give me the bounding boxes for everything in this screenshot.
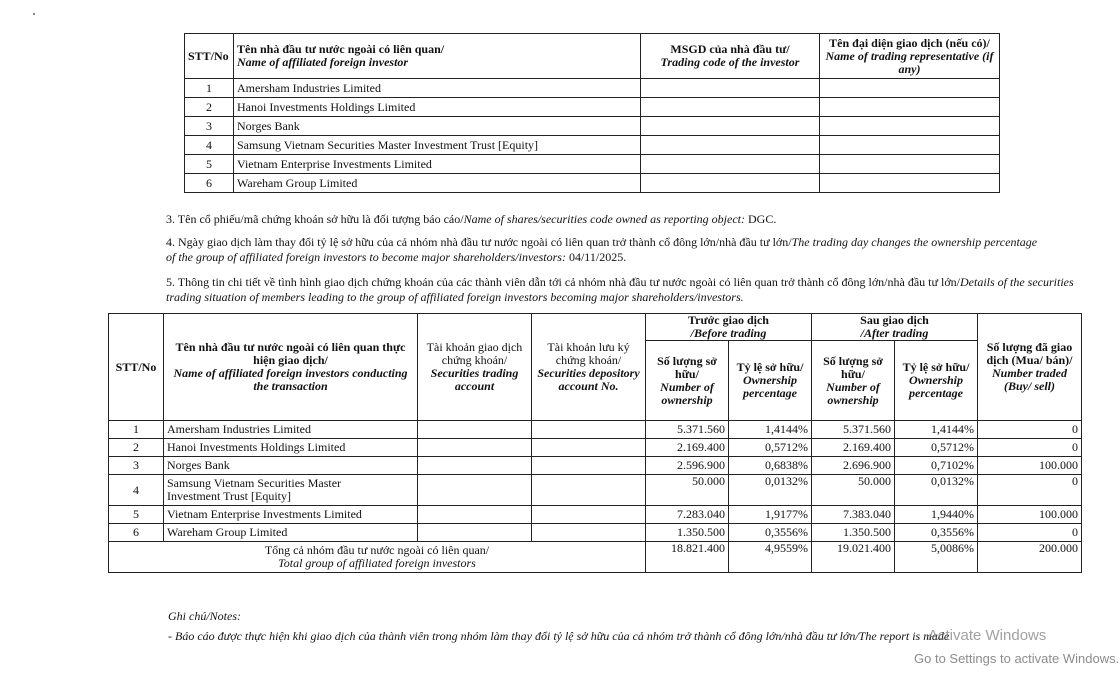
item-4-text: 4. Ngày giao dịch làm thay đổi tỷ lệ sở hữu của cả nhóm nhà đầu tư nước ngoài có liên quan trở thành cổ đông lớn/nhà đầu tư lớn/ xyxy=(166,235,792,249)
item-4-text-en: The trading day changes the ownership percentage of the group of affiliated foreign investors to become major shareholders/investors: xyxy=(166,235,1038,264)
traded-qty: 0 xyxy=(978,439,1082,457)
investor-name xyxy=(164,475,418,506)
header-name-en: Name of affiliated foreign investors conducting the transaction xyxy=(173,366,408,393)
item-3-text-en: Name of shares/securities code owned as reporting object: xyxy=(463,212,745,226)
table-row xyxy=(109,524,1082,542)
empty-cell xyxy=(820,136,1000,155)
investor-name: Hanoi Investments Holdings Limited xyxy=(164,439,418,457)
notes-text: - Báo cáo được thực hiện khi giao dịch của thành viên trong nhóm làm thay đổi tỷ lệ sở hữu của cả nhóm trở thành cổ đông lớn/nhà đầu tư lớn/The report is made xyxy=(168,629,950,643)
row-no: 4 xyxy=(185,136,234,155)
header-number-traded xyxy=(978,314,1082,421)
investor-name: Amersham Industries Limited xyxy=(164,421,418,439)
after-pct: 0,3556% xyxy=(895,524,978,542)
row-no: 2 xyxy=(109,439,164,457)
empty-cell xyxy=(641,79,820,98)
header-name-en: Name of affiliated foreign investor xyxy=(237,55,409,69)
empty-cell xyxy=(820,79,1000,98)
row-no: 3 xyxy=(109,457,164,475)
table-row xyxy=(185,136,1000,155)
header-after-qty xyxy=(812,341,895,421)
after-pct: 0,5712% xyxy=(895,439,978,457)
row-no: 2 xyxy=(185,98,234,117)
header-acct-en: Securities trading account xyxy=(430,366,519,393)
after-qty: 7.383.040 xyxy=(812,506,895,524)
item-5-trading-details xyxy=(166,275,1081,305)
row-no: 5 xyxy=(109,506,164,524)
total-after-qty: 19.021.400 xyxy=(812,542,895,573)
empty-cell xyxy=(418,439,532,457)
empty-cell xyxy=(641,98,820,117)
header-before-en: /Before trading xyxy=(690,326,767,341)
before-qty: 1.350.500 xyxy=(646,524,729,542)
empty-cell xyxy=(532,421,646,439)
investor-name: Samsung Vietnam Securities Master Investment Trust [Equity] xyxy=(234,136,641,155)
row-no: 1 xyxy=(185,79,234,98)
after-qty: 50.000 xyxy=(812,475,895,506)
total-traded-qty: 200.000 xyxy=(978,542,1082,573)
investor-name: Vietnam Enterprise Investments Limited xyxy=(234,155,641,174)
header-qty2-en: Number of ownership xyxy=(826,379,880,407)
table-row xyxy=(185,155,1000,174)
item-4-trading-day xyxy=(166,235,1046,265)
header-dep-en: Securities depository account No. xyxy=(537,366,640,393)
trading-details-table xyxy=(108,313,1082,573)
notes-title: Ghi chú/Notes: xyxy=(168,609,241,623)
row-no: 6 xyxy=(185,174,234,193)
header-traded-vi: Số lượng đã giao dịch (Mua/ bán)/ xyxy=(986,340,1073,367)
table-header-row xyxy=(109,314,1082,341)
header-code-vi: MSGD của nhà đầu tư/ xyxy=(670,42,790,56)
after-qty: 2.169.400 xyxy=(812,439,895,457)
empty-cell xyxy=(820,174,1000,193)
total-after-pct: 5,0086% xyxy=(895,542,978,573)
investor-name: Norges Bank xyxy=(164,457,418,475)
empty-cell xyxy=(641,117,820,136)
empty-cell xyxy=(418,506,532,524)
investor-name: Hanoi Investments Holdings Limited xyxy=(234,98,641,117)
header-trading-code xyxy=(641,34,820,79)
traded-qty: 100.000 xyxy=(978,506,1082,524)
empty-cell xyxy=(532,457,646,475)
header-before-vi: Trước giao dịch xyxy=(688,313,769,328)
activate-windows-hint: Go to Settings to activate Windows. xyxy=(914,651,1120,666)
after-pct: 1,4144% xyxy=(895,421,978,439)
before-pct: 1,4144% xyxy=(729,421,812,439)
table-row xyxy=(109,457,1082,475)
table-row xyxy=(185,174,1000,193)
before-pct: 1,9177% xyxy=(729,506,812,524)
header-after-en: /After trading xyxy=(860,326,929,341)
before-qty: 2.596.900 xyxy=(646,457,729,475)
header-pct-vi: Tỷ lệ sở hữu/ xyxy=(736,360,804,375)
empty-cell xyxy=(820,155,1000,174)
total-label-vi: Tổng cả nhóm đầu tư nước ngoài có liên quan/ xyxy=(264,543,490,557)
traded-qty: 0 xyxy=(978,524,1082,542)
traded-qty: 0 xyxy=(978,421,1082,439)
header-trading-account xyxy=(418,314,532,421)
after-qty: 2.696.900 xyxy=(812,457,895,475)
table-row xyxy=(109,421,1082,439)
total-label xyxy=(109,542,646,573)
header-stt: STT/No xyxy=(185,34,234,79)
header-qty2-vi: Số lượng sở hữu/ xyxy=(823,353,883,381)
empty-cell xyxy=(641,155,820,174)
before-pct: 0,6838% xyxy=(729,457,812,475)
header-after-trading xyxy=(812,314,978,341)
after-pct: 1,9440% xyxy=(895,506,978,524)
affiliated-investors-table xyxy=(184,33,1000,193)
row-no: 4 xyxy=(109,475,164,506)
table-header-row xyxy=(185,34,1000,79)
table-row xyxy=(109,506,1082,524)
header-qty-en: Number of ownership xyxy=(660,379,714,407)
item-4-value: 04/11/2025. xyxy=(565,250,627,264)
before-qty: 7.283.040 xyxy=(646,506,729,524)
traded-qty: 0 xyxy=(978,475,1082,506)
table-row xyxy=(185,117,1000,136)
total-row xyxy=(109,542,1082,573)
total-before-qty: 18.821.400 xyxy=(646,542,729,573)
after-qty: 1.350.500 xyxy=(812,524,895,542)
empty-cell xyxy=(532,439,646,457)
item-3-securities-code xyxy=(166,212,1086,227)
header-before-qty xyxy=(646,341,729,421)
investor-name-line1: Samsung Vietnam Securities Master xyxy=(167,476,342,490)
before-pct: 0,0132% xyxy=(729,475,812,506)
row-no: 1 xyxy=(109,421,164,439)
investor-name-line2: Investment Trust [Equity] xyxy=(167,489,292,503)
empty-cell xyxy=(820,98,1000,117)
header-pct-en: Ownership percentage xyxy=(742,373,798,401)
before-pct: 0,5712% xyxy=(729,439,812,457)
header-name-vi: Tên nhà đầu tư nước ngoài có liên quan/ xyxy=(237,42,445,56)
header-name-vi: Tên nhà đầu tư nước ngoài có liên quan thực hiện giao dịch/ xyxy=(175,340,406,367)
row-no: 6 xyxy=(109,524,164,542)
traded-qty: 100.000 xyxy=(978,457,1082,475)
item-5-text-en: Details of the securities trading situation of members leading to the group of affiliated foreign investors becoming major shareholders/investors. xyxy=(166,275,1074,304)
header-code-en: Trading code of the investor xyxy=(660,55,800,69)
empty-cell xyxy=(820,117,1000,136)
investor-name: Vietnam Enterprise Investments Limited xyxy=(164,506,418,524)
header-traded-en: Number traded (Buy/ sell) xyxy=(992,366,1067,393)
table-row xyxy=(109,439,1082,457)
header-investor-name xyxy=(164,314,418,421)
after-pct: 0,0132% xyxy=(895,475,978,506)
before-qty: 50.000 xyxy=(646,475,729,506)
after-pct: 0,7102% xyxy=(895,457,978,475)
empty-cell xyxy=(532,475,646,506)
header-after-vi: Sau giao dịch xyxy=(860,313,929,328)
header-qty-vi: Số lượng sở hữu/ xyxy=(657,353,717,381)
total-label-en: Total group of affiliated foreign investors xyxy=(278,556,476,570)
activate-windows-title: Activate Windows xyxy=(928,627,1047,644)
table-row xyxy=(109,475,1082,506)
header-after-pct xyxy=(895,341,978,421)
table-row xyxy=(185,79,1000,98)
empty-cell xyxy=(418,524,532,542)
empty-cell xyxy=(532,506,646,524)
header-pct2-en: Ownership percentage xyxy=(908,373,964,401)
before-qty: 2.169.400 xyxy=(646,439,729,457)
total-before-pct: 4,9559% xyxy=(729,542,812,573)
header-rep-vi: Tên đại diện giao dịch (nếu có)/ xyxy=(829,35,990,50)
header-dep-vi: Tài khoản lưu ký chứng khoán/ xyxy=(547,340,630,367)
before-pct: 0,3556% xyxy=(729,524,812,542)
scan-mark xyxy=(33,13,35,15)
investor-name: Amersham Industries Limited xyxy=(234,79,641,98)
item-5-text: 5. Thông tin chi tiết về tình hình giao dịch chứng khoán của các thành viên dẫn tới cả nhóm nhà đầu tư nước ngoài có liên quan trở thành cổ đông lớn/nhà đầu tư lớn/ xyxy=(166,275,961,289)
empty-cell xyxy=(418,421,532,439)
empty-cell xyxy=(418,475,532,506)
table-row xyxy=(185,98,1000,117)
header-acct-vi: Tài khoản giao dịch chứng khoán/ xyxy=(426,340,523,367)
header-pct2-vi: Tỷ lệ sở hữu/ xyxy=(902,360,970,375)
empty-cell xyxy=(641,136,820,155)
header-investor-name xyxy=(234,34,641,79)
before-qty: 5.371.560 xyxy=(646,421,729,439)
header-before-trading xyxy=(646,314,812,341)
header-rep-en: Name of trading representative (if any) xyxy=(825,48,994,76)
investor-name: Norges Bank xyxy=(234,117,641,136)
after-qty: 5.371.560 xyxy=(812,421,895,439)
header-before-pct xyxy=(729,341,812,421)
empty-cell xyxy=(418,457,532,475)
header-trading-representative xyxy=(820,34,1000,79)
row-no: 5 xyxy=(185,155,234,174)
investor-name: Wareham Group Limited xyxy=(164,524,418,542)
item-3-text: 3. Tên cổ phiếu/mã chứng khoán sở hữu là đối tượng báo cáo/ xyxy=(166,212,464,226)
investor-name: Wareham Group Limited xyxy=(234,174,641,193)
empty-cell xyxy=(641,174,820,193)
header-depository-account xyxy=(532,314,646,421)
empty-cell xyxy=(532,524,646,542)
header-stt: STT/No xyxy=(109,314,164,421)
row-no: 3 xyxy=(185,117,234,136)
item-3-value: DGC. xyxy=(745,212,777,226)
